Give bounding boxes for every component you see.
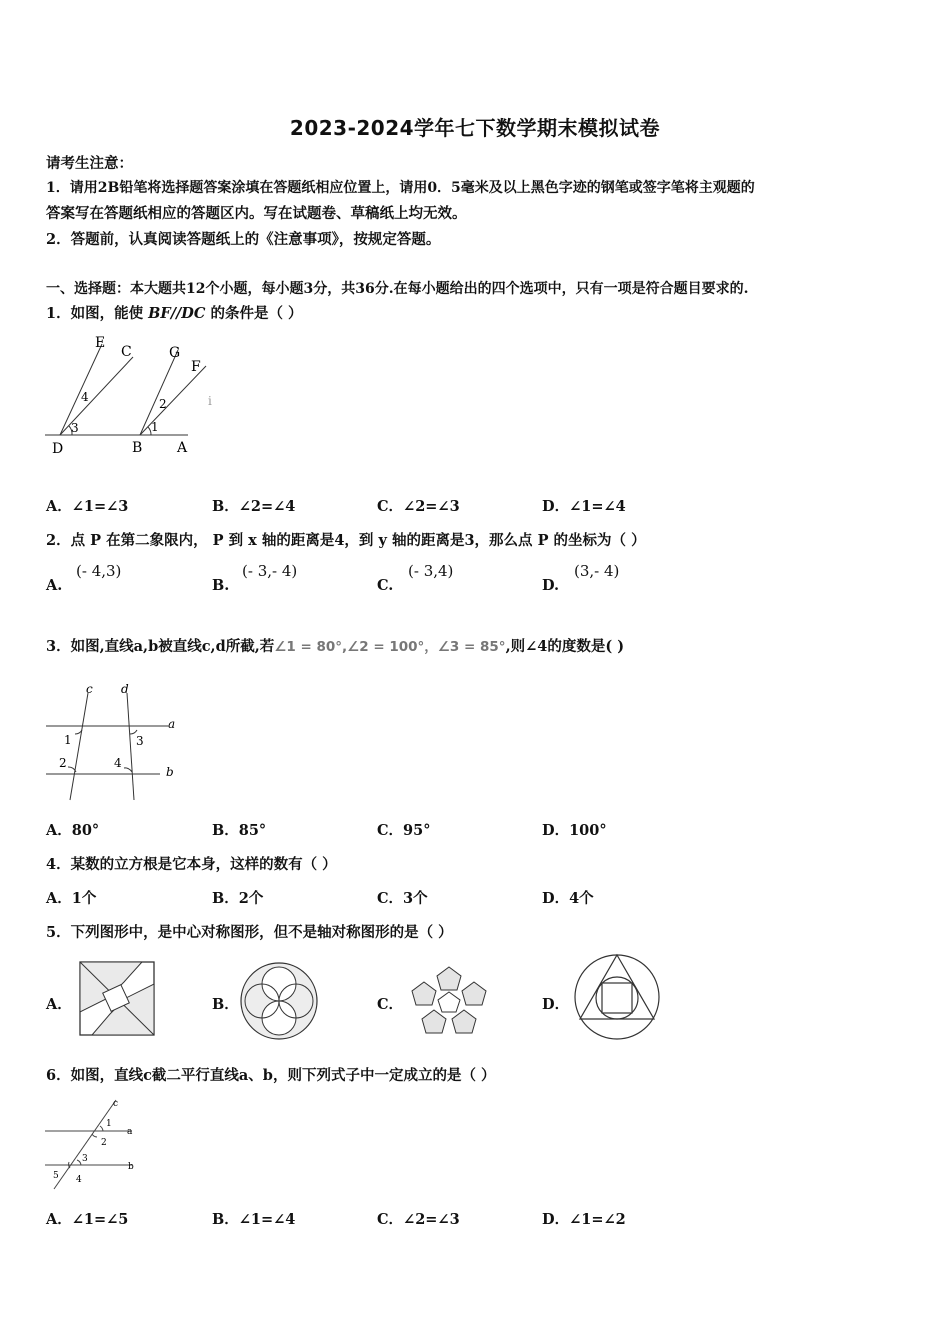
label-angle-3: 3	[136, 734, 144, 748]
question-6-option-b[interactable]: B．∠1=∠4	[212, 1211, 296, 1228]
label-A: A	[177, 440, 188, 456]
question-5-option-b[interactable]: B．	[212, 996, 239, 1013]
question-5-option-d[interactable]: D．	[542, 996, 570, 1013]
notice-line-3: 2．答题前，认真阅读答题纸上的《注意事项》，按规定答题。	[46, 231, 441, 248]
label-angle-2: 2	[59, 756, 67, 770]
question-4-option-c[interactable]: C．3个	[377, 890, 428, 907]
question-4-option-a[interactable]: A．1个	[46, 890, 97, 907]
label-b: b	[166, 765, 174, 779]
label-b: b	[128, 1162, 134, 1172]
page-title: 2023-2024学年七下数学期末模拟试卷	[289, 116, 661, 140]
question-1-parallel: BF//DC	[148, 305, 206, 322]
line-BG	[140, 350, 178, 435]
label-G: G	[169, 345, 181, 361]
question-1-option-b[interactable]: B．∠2=∠4	[212, 498, 296, 515]
question-6-option-a[interactable]: A．∠1=∠5	[46, 1211, 129, 1228]
question-1-stem	[46, 302, 303, 323]
label-D: D	[52, 441, 64, 457]
question-1-stem-end: 的条件是（ ）	[205, 305, 303, 322]
label-angle-2: 2	[101, 1138, 107, 1148]
shape-circle-triangle-square	[572, 952, 662, 1042]
line-c	[70, 693, 88, 800]
notice-heading: 请考生注意：	[46, 155, 133, 172]
question-6-figure	[40, 1094, 150, 1194]
question-3-option-b[interactable]: B．85°	[212, 822, 267, 839]
question-6-option-c[interactable]: C．∠2=∠3	[377, 1211, 460, 1228]
label-d: d	[121, 682, 129, 696]
question-2-coord-b: (- 3,- 4)	[242, 562, 298, 580]
question-6-stem: 6．如图，直线c截二平行直线a、b，则下列式子中一定成立的是（ ）	[46, 1067, 496, 1084]
question-3-given-angles: ∠1 = 80°,∠2 = 100°，∠3 = 85°	[274, 639, 506, 655]
section-heading: 一、选择题：本大题共12个小题，每小题3分，共36分.在每小题给出的四个选项中，只有一项是符合题目要求的.	[46, 281, 749, 297]
question-2-option-d[interactable]: D.	[542, 577, 560, 594]
label-a: a	[168, 717, 176, 731]
label-E: E	[95, 335, 106, 351]
label-F: F	[191, 359, 201, 375]
question-2-coord-c: (- 3,4)	[408, 562, 454, 580]
label-angle-5: 5	[53, 1171, 59, 1181]
line-d	[127, 693, 134, 800]
question-3-option-d[interactable]: D．100°	[542, 822, 607, 839]
question-3-option-c[interactable]: C．95°	[377, 822, 431, 839]
label-C: C	[121, 344, 132, 360]
question-5-stem: 5．下列图形中，是中心对称图形，但不是轴对称图形的是（ ）	[46, 924, 453, 941]
question-3-stem	[46, 635, 624, 656]
question-3-stem-text: 3．如图,直线a,b被直线c,d所截,若	[46, 638, 275, 655]
notice-line-1: 1．请用2B铅笔将选择题答案涂填在答题纸相应位置上，请用0．5毫米及以上黑色字迹的钢笔或签字笔将主观题的	[46, 180, 755, 196]
question-5-option-a[interactable]: A．	[46, 996, 72, 1013]
label-angle-4: 4	[81, 390, 89, 404]
question-3-stem-end: ,则∠4的度数是( )	[505, 638, 625, 655]
question-2-option-a[interactable]: A.	[46, 577, 63, 594]
label-B: B	[132, 440, 143, 456]
question-1-figure	[40, 330, 230, 460]
question-6-option-d[interactable]: D．∠1=∠2	[542, 1211, 626, 1228]
question-2-stem: 2．点 P 在第二象限内， P 到 x 轴的距离是4，到 y 轴的距离是3，那么点 P 的坐标为（ ）	[46, 532, 646, 549]
label-angle-2: 2	[159, 397, 167, 411]
question-1-option-a[interactable]: A．∠1=∠3	[46, 498, 129, 515]
notice-line-2: 答案写在答题纸相应的答题区内。写在试题卷、草稿纸上均无效。	[46, 205, 467, 222]
question-1-option-c[interactable]: C．∠2=∠3	[377, 498, 460, 515]
shape-pentagon-cluster	[404, 962, 494, 1042]
question-1-stem-text: 1．如图，能使	[46, 305, 149, 322]
angle-4-arc	[124, 768, 132, 772]
question-2-option-c[interactable]: C.	[377, 577, 394, 594]
question-3-figure	[40, 680, 190, 805]
question-4-option-d[interactable]: D．4个	[542, 890, 594, 907]
label-angle-1: 1	[151, 420, 159, 434]
shape-square-pinwheel	[78, 960, 158, 1038]
question-1-option-d[interactable]: D．∠1=∠4	[542, 498, 626, 515]
label-stray-i: i	[208, 394, 212, 408]
question-2-coord-a: (- 4,3)	[76, 562, 122, 580]
label-angle-1: 1	[64, 733, 72, 747]
shape-circle-petals	[238, 960, 320, 1042]
question-2-option-b[interactable]: B.	[212, 577, 230, 594]
label-angle-3: 3	[71, 421, 79, 435]
question-5-option-c[interactable]: C．	[377, 996, 404, 1013]
label-a: a	[127, 1127, 133, 1137]
label-c: c	[86, 682, 93, 696]
line-BF	[140, 366, 206, 435]
question-4-stem: 4．某数的立方根是它本身，这样的数有（ ）	[46, 856, 337, 873]
label-angle-1: 1	[106, 1119, 112, 1129]
question-2-coord-d: (3,- 4)	[574, 562, 620, 580]
label-c: c	[113, 1099, 119, 1109]
label-angle-4: 4	[76, 1175, 82, 1185]
question-3-option-a[interactable]: A．80°	[46, 822, 100, 839]
question-4-option-b[interactable]: B．2个	[212, 890, 264, 907]
label-angle-3: 3	[82, 1154, 88, 1164]
label-angle-4: 4	[114, 756, 122, 770]
